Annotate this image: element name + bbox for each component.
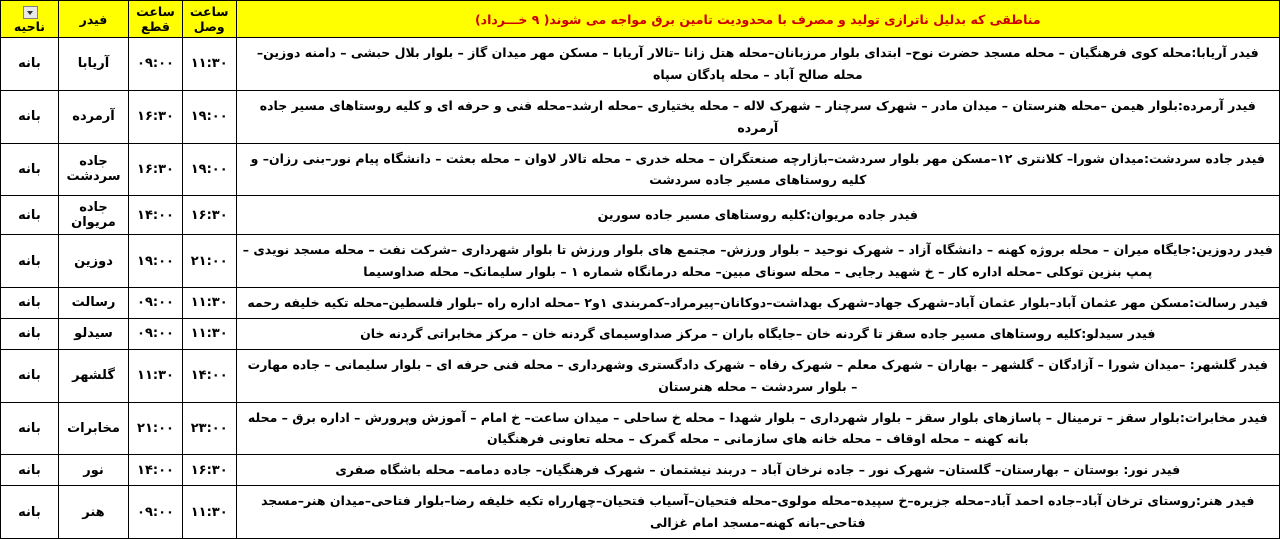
table-title: مناطقی که بدلیل ناترازی تولید و مصرف با محدودیت تامین برق مواجه می شوند( ۹ خـــرداد) [236, 1, 1279, 38]
row-start-time: ۰۹:۰۰ [129, 486, 183, 539]
row-description: فیدر سیدلو:کلیه روستاهای مسیر جاده سقز تا گردنه خان –جایگاه باران – مرکز صداوسیمای گردنه خان – مرکز مخابراتی گردنه خان [236, 318, 1279, 349]
row-region: بانه [1, 143, 59, 196]
row-start-time: ۲۱:۰۰ [129, 402, 183, 455]
row-start-time: ۱۶:۳۰ [129, 90, 183, 143]
row-end-time: ۱۹:۰۰ [182, 90, 236, 143]
table-row [1, 38, 1280, 91]
row-feeder: آرمرده [58, 90, 128, 143]
row-feeder: نور [58, 455, 128, 486]
table-row [1, 402, 1280, 455]
table-row [1, 486, 1280, 539]
row-region: بانه [1, 455, 59, 486]
row-end-time: ۲۳:۰۰ [182, 402, 236, 455]
row-region: بانه [1, 318, 59, 349]
row-feeder: مخابرات [58, 402, 128, 455]
table-row [1, 455, 1280, 486]
table-row [1, 349, 1280, 402]
table-row [1, 235, 1280, 288]
table-body [1, 38, 1280, 539]
row-end-time: ۱۱:۳۰ [182, 288, 236, 319]
header-start-time: ساعت قطع [129, 1, 183, 38]
row-start-time: ۱۹:۰۰ [129, 235, 183, 288]
table-row [1, 90, 1280, 143]
row-description: فیدر جاده مریوان:کلیه روستاهای مسیر جاده سورین [236, 196, 1279, 235]
row-region: بانه [1, 90, 59, 143]
row-feeder: رسالت [58, 288, 128, 319]
row-end-time: ۱۶:۳۰ [182, 455, 236, 486]
table-row [1, 318, 1280, 349]
row-end-time: ۱۴:۰۰ [182, 349, 236, 402]
row-region: بانه [1, 486, 59, 539]
row-feeder: گلشهر [58, 349, 128, 402]
row-description: فیدر گلشهر: –میدان شورا – آزادگان – گلشهر – بهاران – شهرک معلم – شهرک رفاه – شهرک دادگستری وشهرداری – محله فنی حرفه ای – بلوار سلیمانی – جاده مهارت – بلوار سردشت – محله هنرستان [236, 349, 1279, 402]
row-description: فیدر هنر:روستای ترخان آباد–جاده احمد آباد–محله جزیره–خ سپیده–محله مولوی–محله فتحیان–آسیاب فتحیان–چهارراه تکیه خلیفه رضا–بلوار فتاحی–میدان هنر–مسجد فتاحی–بانه کهنه–مسجد امام غزالی [236, 486, 1279, 539]
table-row [1, 143, 1280, 196]
header-end-time: ساعت وصل [182, 1, 236, 38]
table-row [1, 196, 1280, 235]
row-region: بانه [1, 402, 59, 455]
row-description: فیدر رسالت:مسکن مهر عثمان آباد–بلوار عثمان آباد–شهرک جهاد–شهرک بهداشت–دوکانان–پیرمراد–کمربندی ۱و۲ –محله اداره راه –بلوار فلسطین–محله تکیه خلیفه رحمه [236, 288, 1279, 319]
row-description: فیدر آرمرده:بلوار هیمن –محله هنرستان – میدان مادر – شهرک سرچنار – شهرک لاله – محله یختیاری –محله ارشد–محله فنی و حرفه ای و کلیه روستاهای مسیر جاده آرمرده [236, 90, 1279, 143]
row-start-time: ۱۱:۳۰ [129, 349, 183, 402]
row-description: فیدر نور: بوستان – بهارستان– گلستان– شهرک نور – جاده نرخان آباد – دربند نیشتمان – شهرک فرهنگیان– جاده دمامه– محله باشگاه صفری [236, 455, 1279, 486]
row-start-time: ۱۴:۰۰ [129, 455, 183, 486]
row-region: بانه [1, 349, 59, 402]
row-region: بانه [1, 196, 59, 235]
row-start-time: ۱۶:۳۰ [129, 143, 183, 196]
row-region: بانه [1, 288, 59, 319]
row-start-time: ۰۹:۰۰ [129, 288, 183, 319]
row-description: فیدر مخابرات:بلوار سقز – ترمینال – پاسازهای بلوار سقز – بلوار شهرداری – بلوار شهدا – محله خ ساحلی – میدان ساعت– خ امام – آموزش وپرورش – اداره برق – محله بانه کهنه – محله اوقاف – محله خانه های سازمانی – محله گمرک – محله تعاونی فرهنگیان [236, 402, 1279, 455]
row-end-time: ۲۱:۰۰ [182, 235, 236, 288]
row-start-time: ۰۹:۰۰ [129, 318, 183, 349]
header-feeder: فیدر [58, 1, 128, 38]
row-end-time: ۱۹:۰۰ [182, 143, 236, 196]
row-feeder: آریابا [58, 38, 128, 91]
row-feeder: جاده سردشت [58, 143, 128, 196]
row-feeder: دوزین [58, 235, 128, 288]
row-description: فیدر ردوزین:جایگاه میران – محله بروژه کهنه – دانشگاه آزاد – شهرک نوحید – بلوار ورزش– مجتمع های بلوار ورزش تا بلوار شهرداری –شرکت نفت – محله مسجد نویدی – پمپ بنزین توکلی –محله اداره کار – خ شهید رجایی – محله سونای مبین– محله درمانگاه شماره ۱ – بلوار سلیمانک– محله صداوسیما [236, 235, 1279, 288]
row-region: بانه [1, 235, 59, 288]
row-start-time: ۱۴:۰۰ [129, 196, 183, 235]
header-region[interactable] [1, 1, 59, 38]
row-description: فیدر آریابا:محله کوی فرهنگیان – محله مسجد حضرت نوح– ابتدای بلوار مرزبانان–محله هتل زانا –تالار آریابا – مسکن مهر میدان گاز – بلوار بلال حبشی – دامنه دوزین– محله صالح آباد – محله پادگان سپاه [236, 38, 1279, 91]
table-row [1, 288, 1280, 319]
row-end-time: ۱۱:۳۰ [182, 486, 236, 539]
row-feeder: هنر [58, 486, 128, 539]
header-region-label: ناحیه [13, 19, 45, 34]
row-feeder: سیدلو [58, 318, 128, 349]
row-feeder: جاده مریوان [58, 196, 128, 235]
row-end-time: ۱۱:۳۰ [182, 38, 236, 91]
row-end-time: ۱۱:۳۰ [182, 318, 236, 349]
row-start-time: ۰۹:۰۰ [129, 38, 183, 91]
sort-filter-icon[interactable] [23, 6, 38, 19]
row-region: بانه [1, 38, 59, 91]
row-description: فیدر جاده سردشت:میدان شورا– کلانتری ۱۲–مسکن مهر بلوار سردشت–بازارچه صنعتگران – محله خدری – محله تالار لاوان – محله بعثت – دانشگاه پیام نور–بنی رزان– و کلیه روستاهای مسیر جاده سردشت [236, 143, 1279, 196]
row-end-time: ۱۶:۳۰ [182, 196, 236, 235]
table-header-row [1, 1, 1280, 38]
